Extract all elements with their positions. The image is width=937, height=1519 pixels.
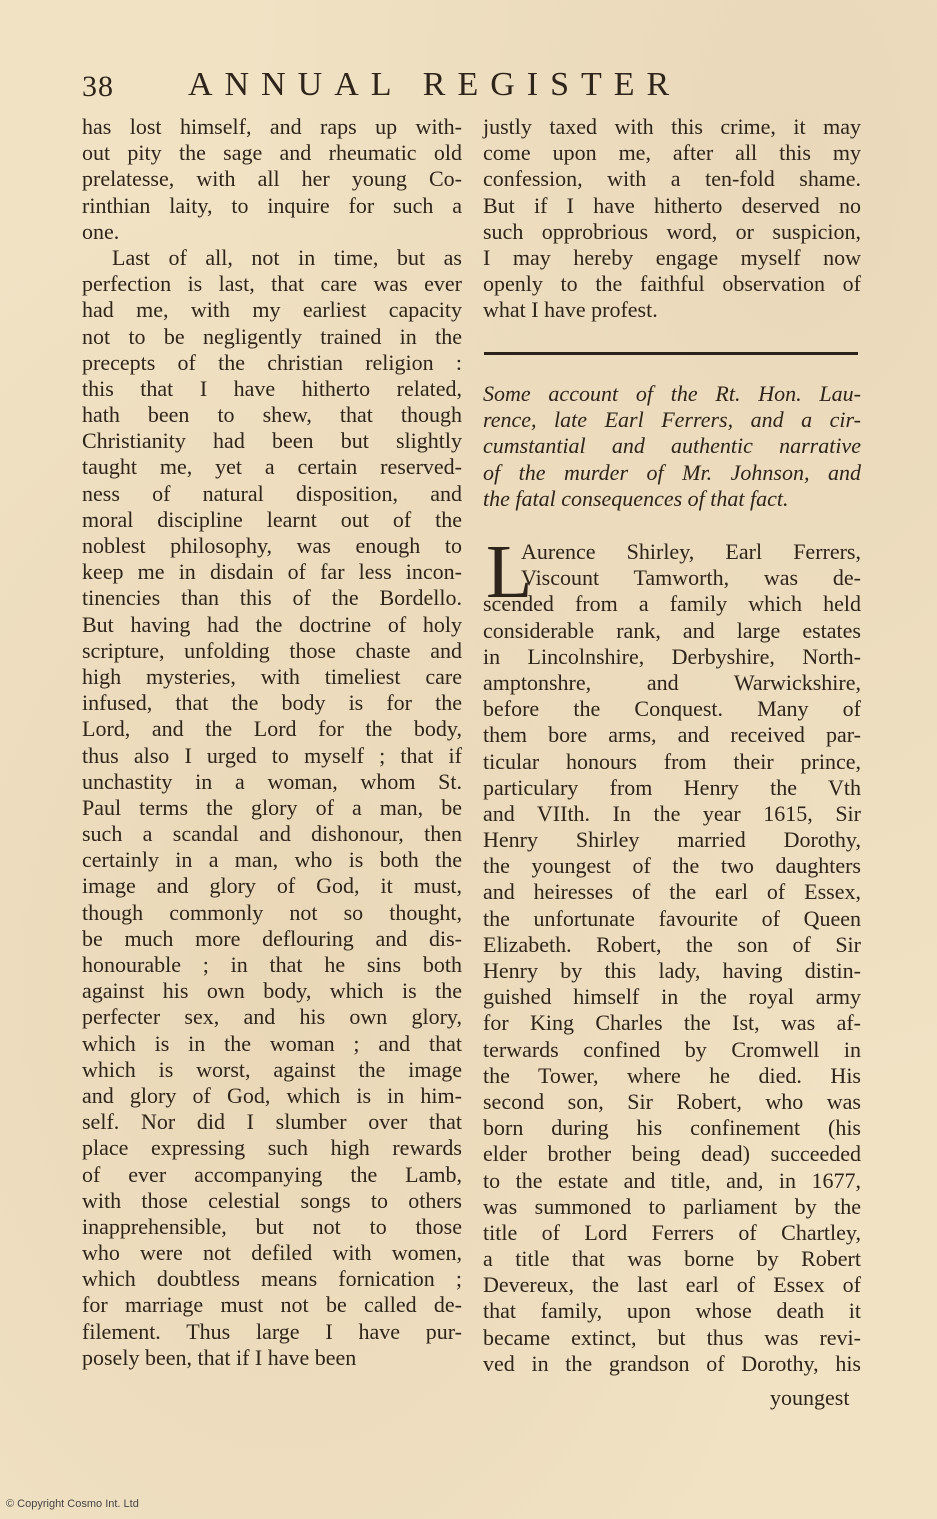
text-line: which is worst, against the image [82,1056,462,1082]
text-line: Henry by this lady, having distin- [483,958,861,983]
text-line: ness of natural disposition, and [82,480,462,506]
text-line: title of Lord Ferrers of Chartley, [483,1219,861,1245]
article-body [483,539,861,1377]
text-line: I may hereby engage myself now [483,244,861,270]
text-line: honourable ; in that he sins both [82,952,462,977]
text-line: particulary from Henry the Vth [483,774,861,800]
text-line: Elizabeth. Robert, the son of Sir [483,931,861,957]
text-line: this that I have hitherto related, [82,375,462,401]
text-line: infused, that the body is for the [82,690,462,716]
text-line: Paul terms the glory of a man, be [82,794,462,820]
page-number: 38 [82,70,114,103]
article-subtitle [483,381,861,512]
text-line: elder brother being dead) succeeded [483,1141,861,1167]
text-line: the fatal consequences of that fact. [483,485,789,511]
text-line: image and glory of God, it must, [82,873,462,899]
text-line: one. [82,218,120,244]
text-line: Lord, and the Lord for the body, [82,716,462,742]
text-line: justly taxed with this crime, it may [483,114,861,139]
text-line: unchastity in a woman, whom St. [82,768,462,794]
text-line: such a scandal and dishonour, then [82,821,462,847]
text-line: and VIIth. In the year 1615, Sir [483,800,861,826]
text-line: the Tower, where he died. His [483,1062,861,1088]
text-line: born during his confinement (his [483,1115,861,1141]
text-line: what I have profest. [483,297,658,323]
text-line: hath been to shew, that though [82,402,462,428]
text-line: against his own body, which is the [82,978,462,1004]
text-line: the youngest of the two daughters [483,853,861,879]
text-line: which is in the woman ; and that [82,1030,462,1056]
text-line: confession, with a ten-fold shame. [483,166,861,192]
text-line: and heiresses of the earl of Essex, [483,879,861,905]
text-line: who were not defiled with women, [82,1240,462,1266]
text-line: ved in the grandson of Dorothy, his [483,1350,861,1376]
left-column [82,114,462,1371]
text-line: certainly in a man, who is both the [82,847,462,873]
text-line: inapprehensible, but not to those [82,1213,462,1239]
text-line: considerable rank, and large estates [483,617,861,643]
text-line: place expressing such high rewards [82,1135,462,1161]
text-line: scripture, unfolding those chaste and [82,637,462,663]
copyright-notice: © Copyright Cosmo Int. Ltd [6,1498,139,1510]
text-line: that family, upon whose death it [483,1298,861,1324]
text-line: perfecter sex, and his own glory, [82,1004,462,1030]
text-line: come upon me, after all this my [483,140,861,166]
text-line: before the Conquest. Many of [483,696,861,722]
text-line: self. Nor did I slumber over that [82,1109,462,1135]
text-line: Viscount Tamworth, was de- [521,565,861,591]
text-line: scended from a family which held [483,591,861,617]
text-line: in Lincolnshire, Derbyshire, North- [483,643,861,669]
text-line: the unfortunate favourite of Queen [483,905,861,931]
text-line: of the murder of Mr. Johnson, and [483,459,861,485]
text-line: rence, late Earl Ferrers, and a cir- [483,407,861,433]
drop-cap: L [486,530,533,614]
text-line: of ever accompanying the Lamb, [82,1161,462,1187]
text-line: taught me, yet a certain reserved- [82,454,462,480]
text-line: Christianity had been but slightly [82,428,462,454]
text-line: Last of all, not in time, but as [112,244,462,270]
text-line: be much more deflouring and dis- [82,925,462,951]
text-line: keep me in disdain of far less incon- [82,559,462,585]
text-line: for King Charles the Ist, was af- [483,1010,861,1036]
text-line: tinencies than this of the Bordello. [82,585,462,611]
right-column-top [483,114,861,324]
text-line: them bore arms, and received par- [483,722,861,748]
text-line: such opprobrious word, or suspicion, [483,218,861,244]
text-line: But if I have hitherto deserved no [483,192,861,218]
text-line: filement. Thus large I have pur- [82,1318,462,1344]
text-line: Some account of the Rt. Hon. Lau- [483,381,861,406]
text-line: Aurence Shirley, Earl Ferrers, [521,539,861,564]
text-line: not to be negligently trained in the [82,323,462,349]
text-line: amptonshre, and Warwickshire, [483,669,861,695]
text-line: posely been, that if I have been [82,1344,357,1370]
text-line: with those celestial songs to others [82,1187,462,1213]
text-line: though commonly not so thought, [82,899,462,925]
text-line: ticular honours from their prince, [483,748,861,774]
text-line: guished himself in the royal army [483,984,861,1010]
text-line: second son, Sir Robert, who was [483,1088,861,1114]
text-line: But having had the doctrine of holy [82,611,462,637]
text-line: high mysteries, with timeliest care [82,663,462,689]
text-line: openly to the faithful observation of [483,271,861,297]
text-line: terwards confined by Cromwell in [483,1036,861,1062]
text-line: rinthian laity, to inquire for such a [82,192,462,218]
text-line: which doubtless means fornication ; [82,1266,462,1292]
text-line: out pity the sage and rheumatic old [82,140,462,166]
text-line: Devereux, the last earl of Essex of [483,1272,861,1298]
text-line: thus also I urged to myself ; that if [82,742,462,768]
text-line: Henry Shirley married Dorothy, [483,827,861,853]
text-line: cumstantial and authentic narrative [483,433,861,459]
section-rule [484,352,858,355]
text-line: moral discipline learnt out of the [82,506,462,532]
text-line: prelatesse, with all her young Co- [82,166,462,192]
text-line: noblest philosophy, was enough to [82,533,462,558]
text-line: perfection is last, that care was ever [82,271,462,297]
catchword: youngest [770,1385,850,1410]
text-line: had me, with my earliest capacity [82,297,462,323]
text-line: precepts of the christian religion : [82,349,462,375]
text-line: for marriage must not be called de- [82,1292,462,1318]
text-line: and glory of God, which is in him- [82,1082,462,1108]
text-line: became extinct, but thus was revi- [483,1324,861,1350]
text-line: to the estate and title, and, in 1677, [483,1167,861,1193]
running-head: ANNUAL REGISTER [188,66,682,103]
text-line: was summoned to parliament by the [483,1193,861,1219]
text-line: has lost himself, and raps up with- [82,114,462,139]
text-line: a title that was borne by Robert [483,1246,861,1272]
